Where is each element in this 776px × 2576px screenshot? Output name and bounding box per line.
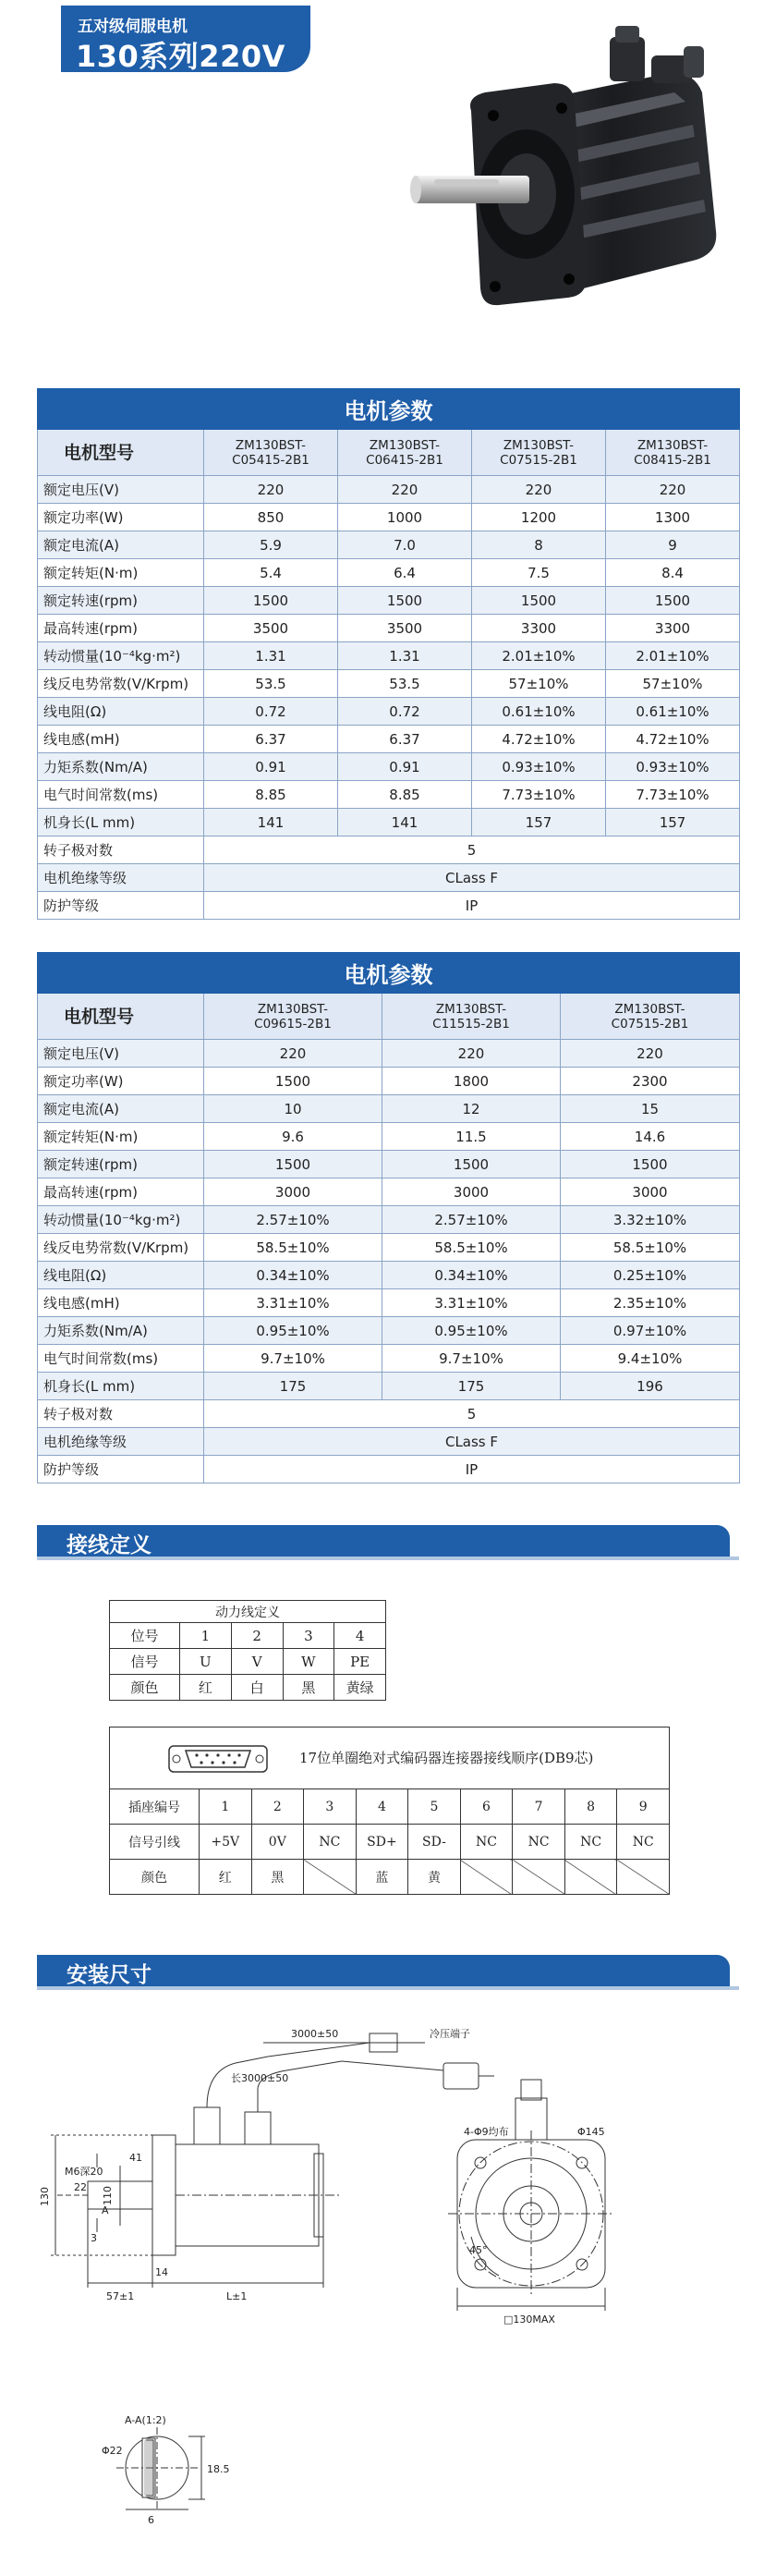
param-value: 7.73±10% xyxy=(606,781,740,809)
param-value: 8 xyxy=(472,531,606,559)
param-label: 转子极对数 xyxy=(38,836,204,864)
table-row xyxy=(38,1123,740,1151)
param-value: 1500 xyxy=(204,1151,382,1178)
param-label: 机身长(L mm) xyxy=(38,809,204,836)
param-value: 5.4 xyxy=(204,559,338,587)
table-row xyxy=(38,781,740,809)
dim-label: □130MAX xyxy=(503,2314,555,2326)
model-name: ZM130BST- C08415-2B1 xyxy=(606,430,740,476)
param-value: 5 xyxy=(204,836,740,864)
param-value: 12 xyxy=(382,1095,561,1123)
table-row xyxy=(38,476,740,504)
dim-label: A-A(1:2) xyxy=(125,2414,166,2426)
table-row xyxy=(38,642,740,670)
param-value: 6.37 xyxy=(204,726,338,753)
table-cell: 2 xyxy=(231,1623,283,1649)
param-label: 最高转速(rpm) xyxy=(38,1178,204,1206)
dim-label: 14 xyxy=(155,2266,168,2278)
table-body xyxy=(38,1040,740,1483)
param-value: 3300 xyxy=(606,615,740,642)
table-cell: +5V xyxy=(200,1825,252,1860)
dim-label: 41 xyxy=(129,2152,142,2164)
param-label: 电机绝缘等级 xyxy=(38,864,204,892)
param-value: 1500 xyxy=(204,587,338,615)
table-row xyxy=(38,1206,740,1234)
param-value: 5.9 xyxy=(204,531,338,559)
param-value: 0.95±10% xyxy=(204,1317,382,1345)
param-value: 1500 xyxy=(561,1151,740,1178)
param-value: 157 xyxy=(472,809,606,836)
db9-connector-icon xyxy=(167,1740,269,1777)
param-value: 0.34±10% xyxy=(204,1262,382,1289)
dim-label: 130 xyxy=(39,2187,51,2206)
table-row xyxy=(38,615,740,642)
param-value: 3000 xyxy=(561,1178,740,1206)
table-cell: W xyxy=(283,1649,334,1675)
param-value: 0.91 xyxy=(338,753,472,781)
param-value: 3500 xyxy=(204,615,338,642)
param-value: 8.4 xyxy=(606,559,740,587)
param-label: 转动惯量(10⁻⁴kg·m²) xyxy=(38,1206,204,1234)
param-value: 0.25±10% xyxy=(561,1262,740,1289)
motor-params-table-1 xyxy=(37,388,740,920)
table-cell xyxy=(460,1860,513,1895)
table-cell: 4 xyxy=(356,1789,408,1825)
table-cell: 蓝 xyxy=(356,1860,408,1895)
param-value: 8.85 xyxy=(204,781,338,809)
table-row xyxy=(38,670,740,698)
param-value: 220 xyxy=(382,1040,561,1068)
param-value: 220 xyxy=(472,476,606,504)
param-label: 防护等级 xyxy=(38,1456,204,1483)
table-row xyxy=(38,809,740,836)
param-value: 0.61±10% xyxy=(606,698,740,726)
param-label: 额定电压(V) xyxy=(38,1040,204,1068)
table-row xyxy=(110,1860,670,1895)
section-header-install xyxy=(37,1955,739,1992)
table-cell xyxy=(513,1860,565,1895)
dim-label: Φ145 xyxy=(577,2126,605,2138)
param-value: 57±10% xyxy=(606,670,740,698)
param-value: IP xyxy=(204,1456,740,1483)
param-label: 线反电势常数(V/Krpm) xyxy=(38,1234,204,1262)
table-cell: 9 xyxy=(617,1789,670,1825)
table-row xyxy=(38,864,740,892)
table-cell: 黄 xyxy=(408,1860,461,1895)
param-value: 9.7±10% xyxy=(204,1345,382,1373)
table-cell xyxy=(617,1860,670,1895)
table-cell: 6 xyxy=(460,1789,513,1825)
dim-label: 57±1 xyxy=(106,2290,135,2302)
table-row xyxy=(38,1373,740,1400)
dim-label: 45° xyxy=(469,2244,488,2256)
param-value: 0.97±10% xyxy=(561,1317,740,1345)
table-row xyxy=(38,1428,740,1456)
param-value: 2.01±10% xyxy=(472,642,606,670)
param-value: 7.5 xyxy=(472,559,606,587)
table-row xyxy=(110,1649,386,1675)
section-title: 接线定义 xyxy=(67,1533,152,1557)
table-caption: 动力线定义 xyxy=(110,1601,386,1623)
param-value: 0.72 xyxy=(204,698,338,726)
param-value: 0.72 xyxy=(338,698,472,726)
param-value: IP xyxy=(204,892,740,920)
param-label: 力矩系数(Nm/A) xyxy=(38,1317,204,1345)
param-value: 1300 xyxy=(606,504,740,531)
table-cell: V xyxy=(231,1649,283,1675)
model-name: ZM130BST- C07515-2B1 xyxy=(472,430,606,476)
param-value: 2.01±10% xyxy=(606,642,740,670)
series-badge xyxy=(61,6,310,72)
param-value: 53.5 xyxy=(338,670,472,698)
param-value: 5 xyxy=(204,1400,740,1428)
param-value: 7.73±10% xyxy=(472,781,606,809)
product-header xyxy=(0,0,776,370)
param-label: 线电感(mH) xyxy=(38,1289,204,1317)
table-cell: 2 xyxy=(251,1789,304,1825)
table-title: 电机参数 xyxy=(38,389,740,430)
param-value: 220 xyxy=(606,476,740,504)
installation-drawing xyxy=(37,2006,739,2560)
table-row xyxy=(38,1317,740,1345)
param-label: 额定功率(W) xyxy=(38,504,204,531)
table-cell: 3 xyxy=(304,1789,357,1825)
section-title: 安装尺寸 xyxy=(67,1963,152,1987)
dim-label: 6 xyxy=(148,2514,154,2526)
table-row xyxy=(38,587,740,615)
param-value: 9.6 xyxy=(204,1123,382,1151)
param-value: 10 xyxy=(204,1095,382,1123)
table-title: 电机参数 xyxy=(38,953,740,994)
model-name: ZM130BST- C07515-2B1 xyxy=(561,994,740,1040)
param-value: 850 xyxy=(204,504,338,531)
param-value: 157 xyxy=(606,809,740,836)
param-value: 58.5±10% xyxy=(382,1234,561,1262)
table-cell: 黑 xyxy=(251,1860,304,1895)
table-row xyxy=(38,1095,740,1123)
row-header: 信号引线 xyxy=(110,1825,200,1860)
param-value: 9.4±10% xyxy=(561,1345,740,1373)
param-value: 0.93±10% xyxy=(606,753,740,781)
param-value: 4.72±10% xyxy=(606,726,740,753)
param-label: 线电感(mH) xyxy=(38,726,204,753)
dim-label: Φ22 xyxy=(102,2445,123,2457)
param-label: 力矩系数(Nm/A) xyxy=(38,753,204,781)
param-value: 1000 xyxy=(338,504,472,531)
dim-label: M6深20 xyxy=(65,2166,103,2178)
param-label: 转动惯量(10⁻⁴kg·m²) xyxy=(38,642,204,670)
table-row xyxy=(38,1178,740,1206)
series-subtitle: 五对级伺服电机 xyxy=(78,18,188,36)
table-cell: 红 xyxy=(200,1860,252,1895)
table-row xyxy=(38,1040,740,1068)
table-row xyxy=(38,1400,740,1428)
param-value: 9.7±10% xyxy=(382,1345,561,1373)
table-row xyxy=(38,892,740,920)
param-value: 4.72±10% xyxy=(472,726,606,753)
table-body xyxy=(38,476,740,920)
param-value: CLass F xyxy=(204,1428,740,1456)
table-cell: NC xyxy=(564,1825,617,1860)
table-row xyxy=(38,504,740,531)
table-row xyxy=(38,559,740,587)
param-label: 转子极对数 xyxy=(38,1400,204,1428)
param-value: 0.95±10% xyxy=(382,1317,561,1345)
param-value: CLass F xyxy=(204,864,740,892)
param-label: 额定电流(A) xyxy=(38,531,204,559)
table-cell: SD- xyxy=(408,1825,461,1860)
param-value: 1500 xyxy=(204,1068,382,1095)
model-name: ZM130BST- C09615-2B1 xyxy=(204,994,382,1040)
power-wiring-table xyxy=(109,1600,386,1701)
param-value: 1500 xyxy=(472,587,606,615)
table-cell: PE xyxy=(334,1649,386,1675)
table-cell: NC xyxy=(513,1825,565,1860)
param-label: 额定转速(rpm) xyxy=(38,1151,204,1178)
param-label: 额定转矩(N·m) xyxy=(38,559,204,587)
model-header-label: 电机型号 xyxy=(38,994,204,1040)
table-cell: SD+ xyxy=(356,1825,408,1860)
row-header: 插座编号 xyxy=(110,1789,200,1825)
param-value: 1500 xyxy=(606,587,740,615)
param-value: 220 xyxy=(338,476,472,504)
param-value: 3000 xyxy=(204,1178,382,1206)
table-cell xyxy=(304,1860,357,1895)
table-row xyxy=(38,531,740,559)
param-value: 1200 xyxy=(472,504,606,531)
table-row xyxy=(110,1825,670,1860)
table-cell: 4 xyxy=(334,1623,386,1649)
model-name: ZM130BST- C11515-2B1 xyxy=(382,994,561,1040)
param-value: 3500 xyxy=(338,615,472,642)
table-row xyxy=(38,753,740,781)
param-value: 58.5±10% xyxy=(204,1234,382,1262)
param-label: 线电阻(Ω) xyxy=(38,698,204,726)
param-value: 8.85 xyxy=(338,781,472,809)
param-label: 额定电流(A) xyxy=(38,1095,204,1123)
param-value: 6.4 xyxy=(338,559,472,587)
table-row xyxy=(38,1345,740,1373)
param-value: 1500 xyxy=(338,587,472,615)
row-header: 颜色 xyxy=(110,1860,200,1895)
table-cell: 红 xyxy=(180,1675,232,1701)
param-value: 3.32±10% xyxy=(561,1206,740,1234)
param-value: 58.5±10% xyxy=(561,1234,740,1262)
table-cell: 5 xyxy=(408,1789,461,1825)
param-value: 2.57±10% xyxy=(204,1206,382,1234)
row-header: 信号 xyxy=(110,1649,180,1675)
table-cell: 1 xyxy=(200,1789,252,1825)
table-cell: 黑 xyxy=(283,1675,334,1701)
row-header: 位号 xyxy=(110,1623,180,1649)
param-value: 2.57±10% xyxy=(382,1206,561,1234)
param-value: 175 xyxy=(204,1373,382,1400)
table-row xyxy=(38,1234,740,1262)
table-row xyxy=(110,1675,386,1701)
dim-label: 18.5 xyxy=(207,2463,230,2475)
param-value: 175 xyxy=(382,1373,561,1400)
table-cell: 0V xyxy=(251,1825,304,1860)
table-row xyxy=(38,698,740,726)
dim-label: 3 xyxy=(91,2232,97,2244)
param-value: 220 xyxy=(204,1040,382,1068)
table-cell: NC xyxy=(617,1825,670,1860)
param-value: 3.31±10% xyxy=(382,1289,561,1317)
param-value: 2.35±10% xyxy=(561,1289,740,1317)
table-cell: 白 xyxy=(231,1675,283,1701)
dim-label: 110 xyxy=(102,2186,114,2205)
param-value: 0.93±10% xyxy=(472,753,606,781)
param-value: 15 xyxy=(561,1095,740,1123)
dim-label: 4-Φ9均布 xyxy=(464,2126,509,2138)
param-value: 3.31±10% xyxy=(204,1289,382,1317)
table-row xyxy=(38,1262,740,1289)
table-cell: 1 xyxy=(180,1623,232,1649)
model-name: ZM130BST- C05415-2B1 xyxy=(204,430,338,476)
param-label: 额定电压(V) xyxy=(38,476,204,504)
param-value: 141 xyxy=(204,809,338,836)
param-value: 3300 xyxy=(472,615,606,642)
dim-label: 22 xyxy=(74,2181,87,2193)
model-header-label: 电机型号 xyxy=(38,430,204,476)
dim-label: A xyxy=(102,2204,109,2216)
param-label: 机身长(L mm) xyxy=(38,1373,204,1400)
param-value: 1800 xyxy=(382,1068,561,1095)
param-value: 6.37 xyxy=(338,726,472,753)
param-label: 最高转速(rpm) xyxy=(38,615,204,642)
motor-params-table-2 xyxy=(37,952,740,1483)
table-row xyxy=(38,1068,740,1095)
param-value: 53.5 xyxy=(204,670,338,698)
table-cell: 8 xyxy=(564,1789,617,1825)
servo-motor-image xyxy=(397,18,748,337)
param-value: 2300 xyxy=(561,1068,740,1095)
table-cell: NC xyxy=(460,1825,513,1860)
table-cell: NC xyxy=(304,1825,357,1860)
dim-label: 冷压端子 xyxy=(430,2028,470,2040)
param-value: 3000 xyxy=(382,1178,561,1206)
param-label: 电气时间常数(ms) xyxy=(38,781,204,809)
table-cell: 黄绿 xyxy=(334,1675,386,1701)
param-value: 0.61±10% xyxy=(472,698,606,726)
param-value: 0.34±10% xyxy=(382,1262,561,1289)
param-label: 线电阻(Ω) xyxy=(38,1262,204,1289)
table-row xyxy=(38,1151,740,1178)
table-cell xyxy=(564,1860,617,1895)
param-value: 1.31 xyxy=(204,642,338,670)
dim-label: 3000±50 xyxy=(291,2028,339,2040)
encoder-caption: 17位单圈绝对式编码器连接器接线顺序(DB9芯) xyxy=(299,1750,594,1766)
param-label: 额定功率(W) xyxy=(38,1068,204,1095)
table-cell: U xyxy=(180,1649,232,1675)
param-value: 11.5 xyxy=(382,1123,561,1151)
param-label: 电气时间常数(ms) xyxy=(38,1345,204,1373)
param-value: 14.6 xyxy=(561,1123,740,1151)
table-row xyxy=(38,836,740,864)
table-row xyxy=(110,1789,670,1825)
param-label: 线反电势常数(V/Krpm) xyxy=(38,670,204,698)
param-value: 0.91 xyxy=(204,753,338,781)
encoder-wiring-table xyxy=(109,1727,670,1895)
param-value: 220 xyxy=(561,1040,740,1068)
model-name: ZM130BST- C06415-2B1 xyxy=(338,430,472,476)
dim-label: 长3000±50 xyxy=(231,2072,289,2084)
dim-label: L±1 xyxy=(226,2290,248,2302)
param-value: 9 xyxy=(606,531,740,559)
param-value: 57±10% xyxy=(472,670,606,698)
param-label: 额定转速(rpm) xyxy=(38,587,204,615)
row-header: 颜色 xyxy=(110,1675,180,1701)
param-value: 220 xyxy=(204,476,338,504)
table-row xyxy=(38,1456,740,1483)
table-cell: 3 xyxy=(283,1623,334,1649)
section-header-wiring xyxy=(37,1525,739,1562)
param-label: 额定转矩(N·m) xyxy=(38,1123,204,1151)
table-cell: 7 xyxy=(513,1789,565,1825)
table-row xyxy=(110,1623,386,1649)
table-row xyxy=(38,726,740,753)
param-value: 1500 xyxy=(382,1151,561,1178)
series-title: 130系列220V xyxy=(76,39,285,74)
param-label: 防护等级 xyxy=(38,892,204,920)
param-value: 7.0 xyxy=(338,531,472,559)
param-value: 1.31 xyxy=(338,642,472,670)
table-row xyxy=(38,1289,740,1317)
param-label: 电机绝缘等级 xyxy=(38,1428,204,1456)
param-value: 196 xyxy=(561,1373,740,1400)
param-value: 141 xyxy=(338,809,472,836)
